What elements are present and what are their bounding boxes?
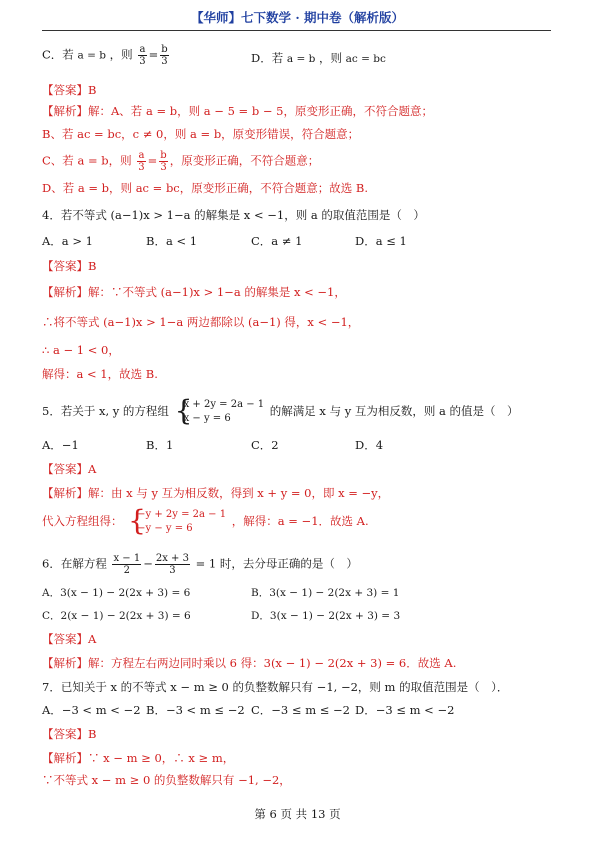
q3-analysis-line-3-suffix: ，原变形正确，不符合题意； [169, 153, 320, 168]
q6-stem-prefix: 6．在解方程 [42, 556, 107, 571]
q7-option-c: C．−3 ≤ m ≤ −2 [251, 703, 351, 717]
q6-analysis-text-1: 解：方程左右两边同时乘以 6 得：3(x − 1) − 2(2x + 3) = 6．故选 A. [88, 656, 457, 670]
q6-option-c: C．2(x − 1) − 2(2x + 3) = 6 [42, 610, 191, 622]
q7-stem: 7．已知关于 x 的不等式 x − m ≥ 0 的负整数解只有 −1, −2，则 m 的取值范围是（ ）． [42, 680, 509, 694]
q4-analysis-line-4: 解得：a < 1，故选 B. [42, 367, 158, 381]
header-divider [42, 30, 551, 31]
q3-option-c: C．若 a = b ，则 $\frac{a}{3}$ = $\frac{b}{3}$ [42, 44, 168, 67]
q5-answer: 【答案】A [42, 462, 97, 476]
q4-analysis-label: 【解析】 [42, 285, 88, 299]
q4-analysis-line-2: ∴将不等式 (a−1)x > 1−a 两边都除以 (a−1) 得，x < −1， [42, 315, 360, 329]
q3-option-c-prefix: C．若 [42, 47, 74, 62]
q7-analysis-text-1: ∵ x − m ≥ 0，∴ x ≥ m， [88, 751, 235, 765]
q3-analysis-frac-left: $\frac{a}{3}$ [138, 150, 145, 173]
q5-analysis-line-1 [42, 485, 389, 501]
q6-answer: 【答案】A [42, 632, 97, 646]
q4-option-c: C．a ≠ 1 [251, 234, 303, 248]
page-footer: 第 6 页 共 13 页 [254, 807, 341, 821]
q5-analysis-text-1: 解：由 x 与 y 互为相反数，得到 x + y = 0，即 x = −y， [88, 486, 390, 500]
q3-option-c-mid: ，则 [109, 47, 133, 62]
q6-option-a: A．3(x − 1) − 2(2x + 3) = 6 [42, 587, 191, 599]
q3-option-d-concl: ac = bc [345, 53, 386, 65]
q5-analysis-line-2 [42, 504, 369, 537]
q5-stem [42, 394, 519, 427]
q4-analysis-line-1 [42, 284, 346, 300]
q4-analysis-line-3: ∴ a − 1 < 0， [42, 343, 120, 357]
q3-analysis-line-2: B、若 ac = bc，c ≠ 0，则 a = b，原变形错误，符合题意； [42, 127, 360, 141]
q7-option-b: B．−3 < m ≤ −2 [146, 703, 245, 717]
q5-analysis-label: 【解析】 [42, 486, 88, 500]
page-header: 【华师】七下数学 · 期中卷（解析版） [190, 10, 405, 25]
q3-analysis-line-4: D、若 a = b，则 ac = bc，原变形正确，不符合题意；故选 B. [42, 181, 369, 195]
q3-option-d-mid: ，则 [319, 51, 343, 65]
q3-option-c-frac-left: $\frac{a}{3}$ [139, 44, 146, 67]
q7-option-a: A．−3 < m < −2 [42, 703, 141, 717]
q6-option-d: D．3(x − 1) − 2(2x + 3) = 3 [251, 610, 401, 622]
q6-fraction-2: $\frac{2x + 3}{3}$ [155, 553, 189, 576]
q7-analysis-line-2: ∵不等式 x − m ≥ 0 的负整数解只有 −1, −2， [42, 773, 291, 787]
q3-analysis-text-1: 解：A、若 a = b，则 a − 5 = b − 5，原变形正确，不符合题意； [88, 104, 433, 118]
q5-analysis-line-2-prefix: 代入方程组得： [42, 514, 123, 528]
q5-equation-system: { x + 2y = 2a − 1 x − y = 6 [174, 394, 265, 427]
q3-option-c-cond: a = b [77, 49, 106, 62]
q5-substituted-system: { −y + 2y = 2a − 1 −y − y = 6 [128, 504, 227, 537]
q4-option-b: B．a < 1 [146, 234, 198, 248]
q4-option-a: A．a > 1 [42, 234, 93, 248]
q6-minus-sign: − [143, 556, 153, 571]
q7-option-d: D．−3 ≤ m < −2 [355, 703, 455, 717]
q5-stem-suffix: 的解满足 x 与 y 互为相反数，则 a 的值是（ ） [269, 404, 519, 418]
q3-analysis-line-1 [42, 103, 433, 119]
q5-option-b: B．1 [146, 438, 174, 452]
q5-option-a: A．−1 [42, 438, 79, 452]
q5-stem-prefix: 5．若关于 x, y 的方程组 [42, 404, 169, 418]
q3-option-c-frac-right: $\frac{b}{3}$ [161, 44, 168, 67]
q3-analysis-line-3: C、若 a = b，则 $\frac{a}{3}$ = $\frac{b}{3}$ ，原变形正确，不符合题意； [42, 150, 320, 173]
q7-analysis-line-1 [42, 750, 234, 766]
q5-analysis-line-2-suffix: ，解得：a = −1．故选 A. [231, 514, 369, 528]
q7-analysis-label: 【解析】 [42, 751, 88, 765]
q6-option-b: B．3(x − 1) − 2(2x + 3) = 1 [251, 587, 400, 599]
q5-option-d: D．4 [355, 438, 384, 452]
q7-answer: 【答案】B [42, 727, 97, 741]
q4-answer: 【答案】B [42, 259, 97, 273]
q3-analysis-line-3-prefix: C、若 a = b，则 [42, 153, 132, 168]
q3-analysis-label: 【解析】 [42, 104, 88, 118]
q3-option-d [251, 50, 386, 67]
q4-stem: 4．若不等式 (a−1)x > 1−a 的解集是 x < −1，则 a 的取值范围是（ ） [42, 208, 425, 222]
q6-fraction-1: $\frac{x - 1}{2}$ [113, 553, 141, 576]
q6-stem [42, 553, 358, 576]
q3-option-d-prefix: D．若 [251, 51, 284, 65]
q6-analysis-label: 【解析】 [42, 656, 88, 670]
q3-analysis-frac-right: $\frac{b}{3}$ [160, 150, 167, 173]
q3-answer: 【答案】B [42, 83, 97, 97]
q6-stem-suffix: = 1 时，去分母正确的是（ ） [195, 556, 358, 571]
q4-option-d: D．a ≤ 1 [355, 234, 407, 248]
q3-option-d-cond: a = b [286, 53, 316, 65]
q6-analysis-line-1 [42, 655, 456, 671]
q5-option-c: C．2 [251, 438, 279, 452]
q4-analysis-text-1: 解：∵不等式 (a−1)x > 1−a 的解集是 x < −1， [88, 285, 346, 299]
